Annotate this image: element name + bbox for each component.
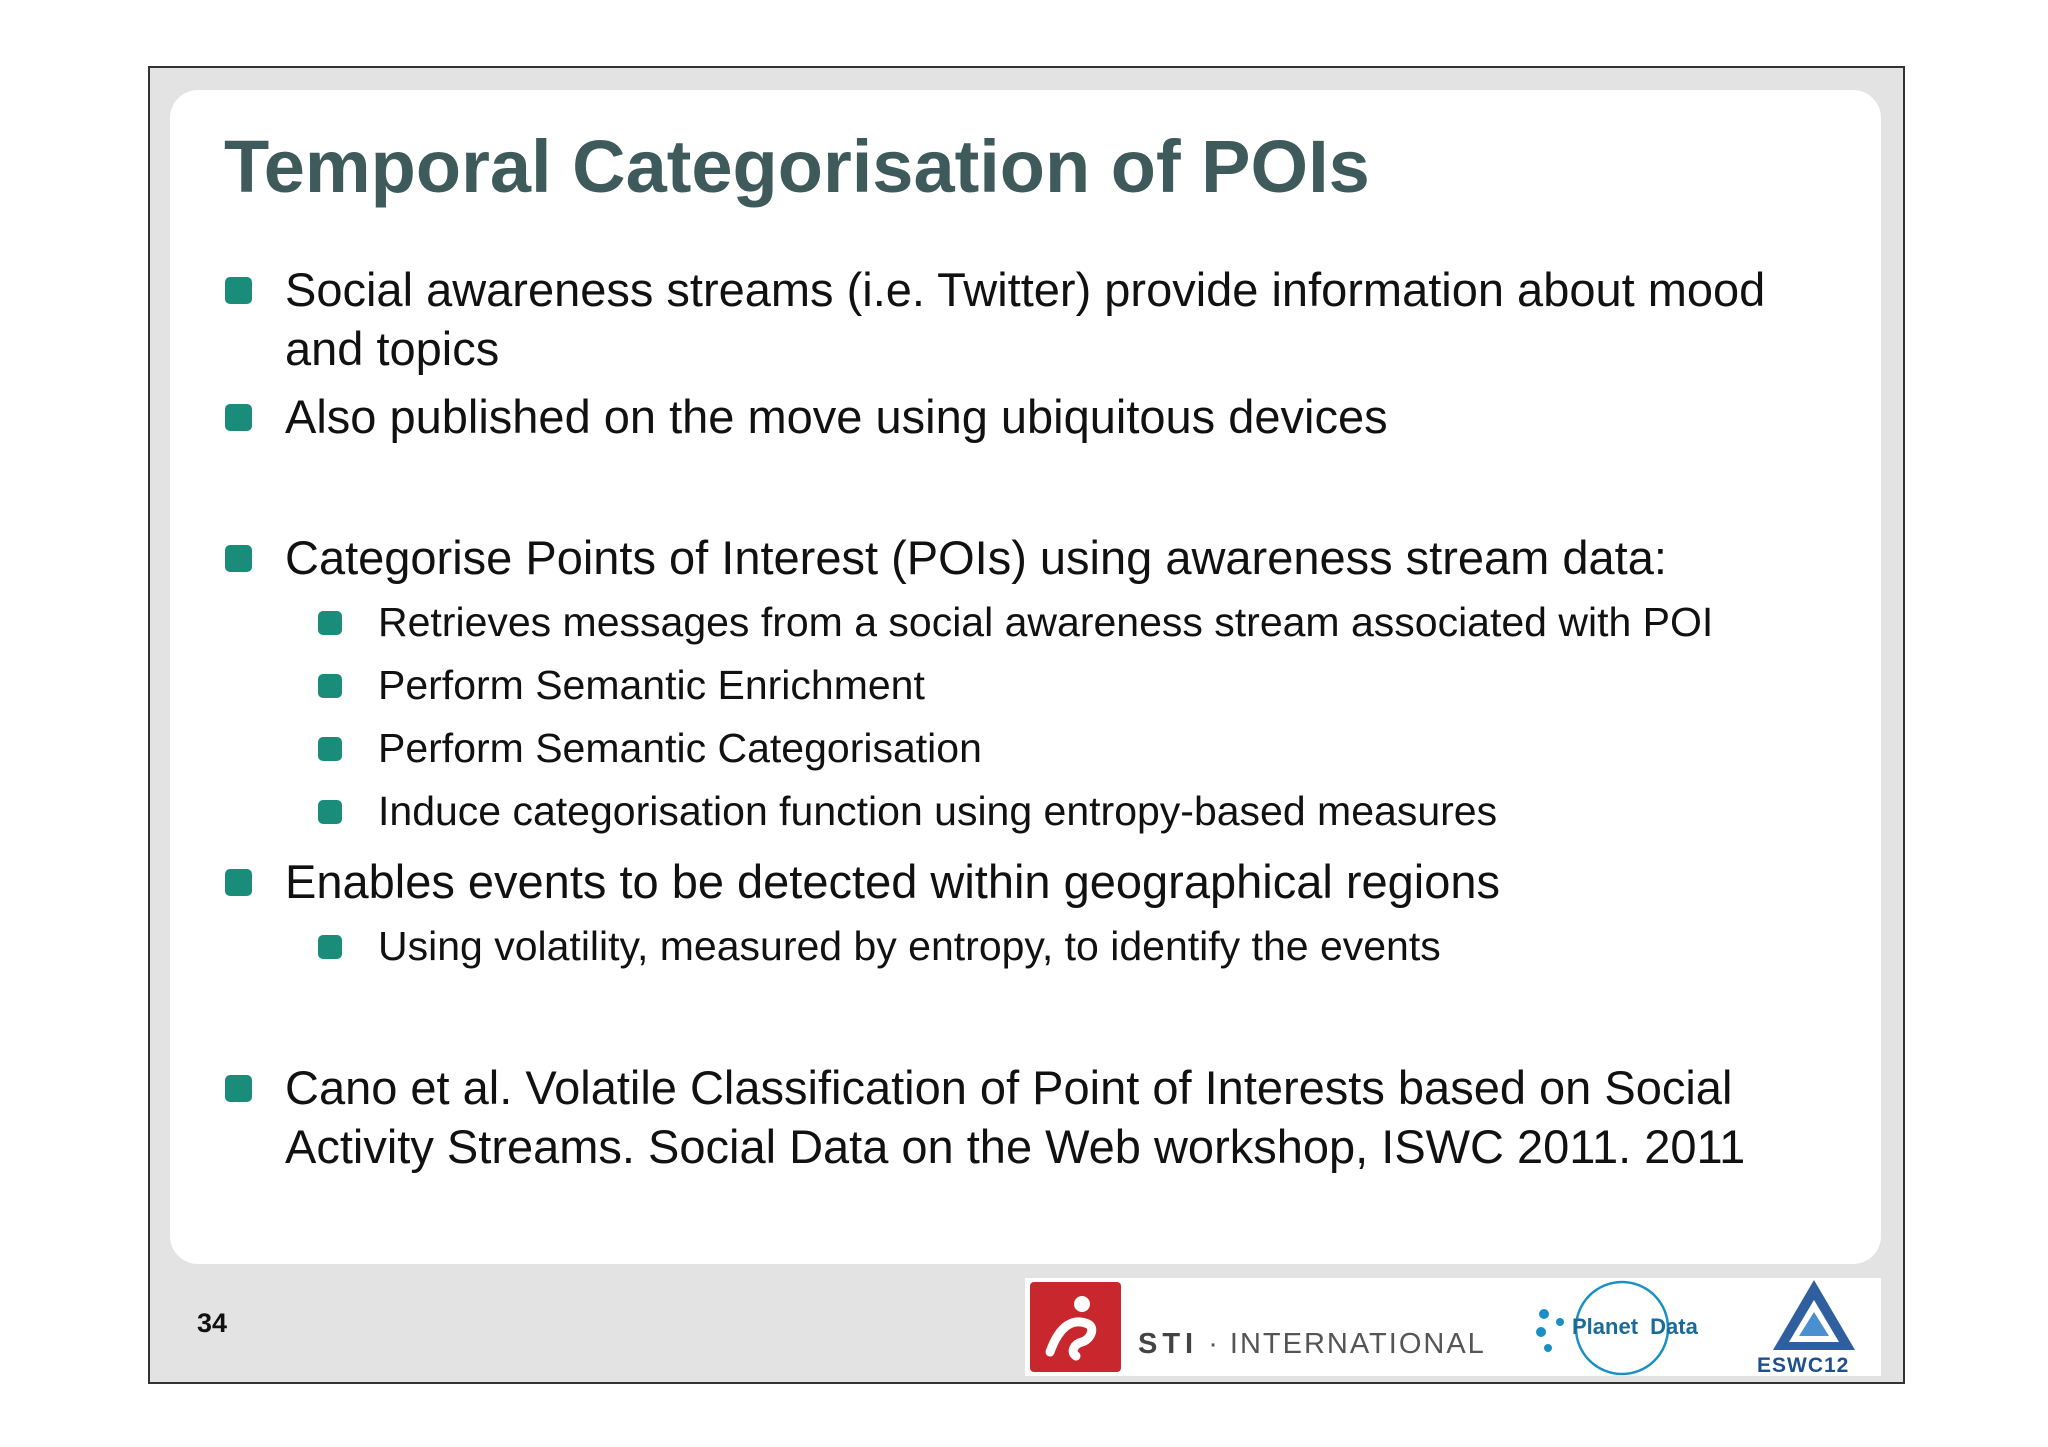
bullet-text: Cano et al. Volatile Classification of Point of Interests based on Social Activity Streams. Social Data on the Web workshop, ISWC 2011. 2011	[285, 1061, 1746, 1173]
sub-bullet-retrieves-messages	[378, 597, 1858, 647]
bullet-text: Enables events to be detected within geographical regions	[285, 855, 1500, 908]
sti-name: STI	[1138, 1328, 1199, 1360]
planet-word: Planet	[1572, 1314, 1639, 1339]
sub-bullet-semantic-enrichment	[378, 660, 1858, 710]
sub-bullet-square-icon	[318, 611, 342, 635]
logo-strip	[1025, 1278, 1881, 1376]
bullet-social-awareness-streams	[285, 260, 1845, 378]
sub-bullet-text: Perform Semantic Enrichment	[378, 662, 925, 708]
data-word: Data	[1650, 1314, 1698, 1339]
sti-separator: ·	[1208, 1328, 1220, 1360]
sub-bullet-semantic-categorisation	[378, 723, 1858, 773]
bullet-square-icon	[225, 869, 252, 896]
sub-bullet-text: Retrieves messages from a social awareness stream associated with POI	[378, 599, 1714, 645]
sti-logo-icon	[1030, 1282, 1121, 1372]
bullet-square-icon	[225, 404, 252, 431]
sti-suffix: INTERNATIONAL	[1229, 1328, 1486, 1360]
sub-bullet-text: Using volatility, measured by entropy, to identify the events	[378, 923, 1441, 969]
sti-logo-text	[1138, 1328, 1486, 1361]
sub-bullet-square-icon	[318, 935, 342, 959]
bullet-published-on-the-move	[285, 387, 1845, 446]
bullet-text: Also published on the move using ubiquitous devices	[285, 390, 1388, 443]
bullet-cano-reference	[285, 1058, 1845, 1176]
bullet-square-icon	[225, 1075, 252, 1102]
bullet-text: Social awareness streams (i.e. Twitter) provide information about mood and topics	[285, 263, 1766, 375]
sub-bullet-induce-categorisation	[378, 786, 1858, 836]
bullet-square-icon	[225, 277, 252, 304]
slide-title: Temporal Categorisation of POIs	[224, 125, 1370, 208]
bullet-enables-events	[285, 852, 1845, 911]
sub-bullet-square-icon	[318, 674, 342, 698]
page-number: 34	[197, 1308, 228, 1338]
eswc-logo-text: ESWC12	[1757, 1354, 1850, 1377]
sub-bullet-text: Induce categorisation function using entropy-based measures	[378, 788, 1498, 834]
sub-bullet-square-icon	[318, 737, 342, 761]
sub-bullet-square-icon	[318, 800, 342, 824]
bullet-square-icon	[225, 545, 252, 572]
bullet-text: Categorise Points of Interest (POIs) using awareness stream data:	[285, 531, 1667, 584]
bullet-categorise-pois	[285, 528, 1845, 587]
sub-bullet-text: Perform Semantic Categorisation	[378, 725, 982, 771]
sub-bullet-using-volatility	[378, 921, 1858, 971]
planet-data-logo-text	[1572, 1314, 1698, 1340]
